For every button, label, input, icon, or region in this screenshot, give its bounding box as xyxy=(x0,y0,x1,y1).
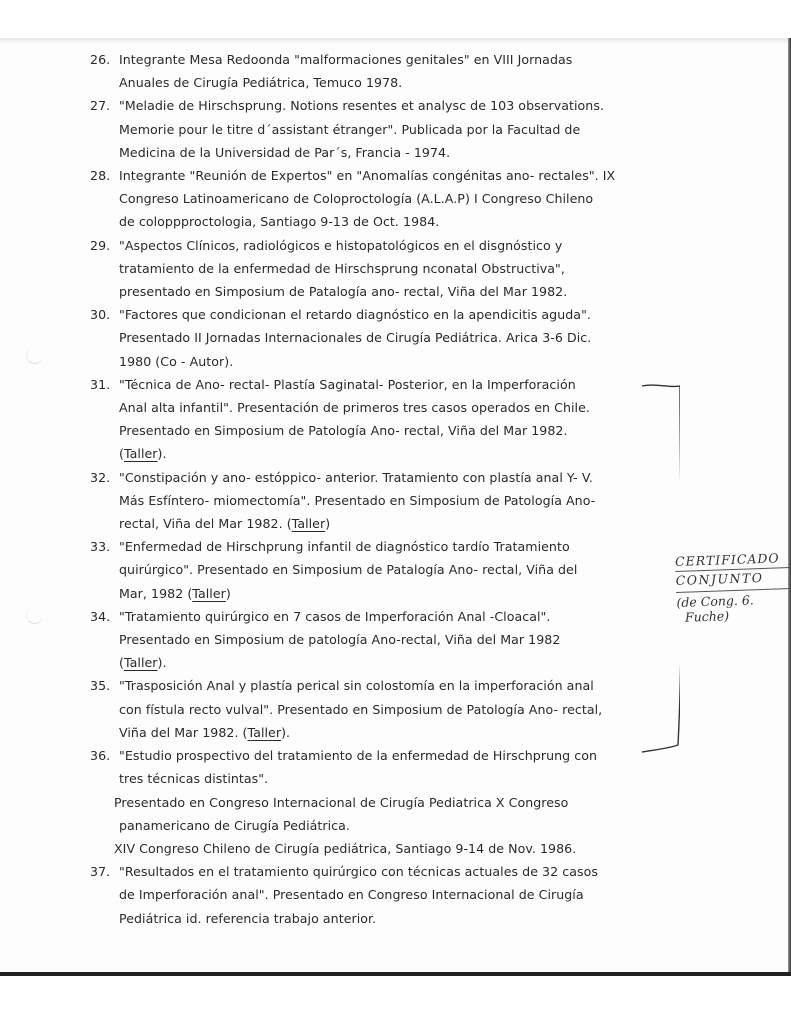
item-line: presentado en Simposium de Patalogía ano- rectal, Viña del Mar 1982. xyxy=(119,284,568,300)
item-number: 35. xyxy=(90,678,111,694)
item-line: "Tratamiento quirúrgico en 7 casos de Imperforación Anal -Cloacal". xyxy=(119,608,551,624)
handwritten-annotation xyxy=(675,550,791,625)
item-text: ). xyxy=(157,446,167,462)
item-text: ) xyxy=(225,585,231,601)
item-number: 26. xyxy=(90,52,111,67)
item-line: Integrante "Reunión de Expertos" en "Anomalías congénitas ano- rectales". IX xyxy=(119,168,616,184)
annotation-line: CONJUNTO xyxy=(675,567,791,588)
taller-label: Taller xyxy=(247,724,282,740)
item-number: 34. xyxy=(90,608,111,624)
item-text: ). xyxy=(281,724,291,740)
item-line: "Enfermedad de Hirschprung infantil de diagnóstico tardío Tratamiento xyxy=(119,539,570,555)
item-number: 30. xyxy=(90,307,111,323)
taller-label: Taller xyxy=(123,446,158,462)
item-line: Medicina de la Universidad de Par´s, Francia - 1974. xyxy=(119,144,451,160)
item-number: 29. xyxy=(90,237,111,253)
item-line: de coloppproctologia, Santiago 9-13 de Oct. 1984. xyxy=(119,214,440,230)
item-line: 1980 (Co - Autor). xyxy=(119,353,234,369)
punch-hole-mark xyxy=(26,607,43,624)
item-line: Presentado en Simposium de patología Ano-rectal, Viña del Mar 1982 xyxy=(119,632,561,648)
item-line: con fístula recto vulval". Presentado en Simposium de Patología Ano- rectal, xyxy=(119,701,603,717)
list-item xyxy=(90,605,650,675)
item-text: ( xyxy=(119,655,124,671)
item-line: tres técnicas distintas". xyxy=(119,771,269,787)
item-line: Integrante Mesa Redoonda "malformaciones genitales" en VIII Jornadas xyxy=(119,52,573,67)
item-text: ) xyxy=(325,516,331,532)
list-item xyxy=(90,466,650,536)
item-sub-line: Presentado en Congreso Internacional de Cirugía Pediatrica X Congreso xyxy=(114,794,569,810)
item-line: Congreso Latinoamericano de Coloproctología (A.L.A.P) I Congreso Chileno xyxy=(119,191,594,207)
item-line: quirúrgico". Presentado en Simposium de Patalogía Ano- rectal, Viña del xyxy=(119,562,578,578)
item-text: Mar, 1982 ( xyxy=(119,585,193,601)
taller-label: Taller xyxy=(123,655,158,671)
list-item xyxy=(90,674,650,744)
item-line: "Constipación y ano- estóppico- anterior. Tratamiento con plastía anal Y- V. xyxy=(119,469,593,485)
item-number: 37. xyxy=(90,864,111,880)
bracket-stroke xyxy=(642,385,680,752)
list-item xyxy=(90,744,650,860)
item-line: "Meladie de Hirschsprung. Notions resentes et analysc de 103 observations. xyxy=(119,98,605,114)
list-item xyxy=(90,860,650,930)
list-item xyxy=(90,535,650,605)
annotation-line: Fuche) xyxy=(684,608,730,625)
annotation-line: CERTIFICADO xyxy=(674,550,780,570)
item-line xyxy=(90,582,650,605)
list-item xyxy=(90,164,650,234)
annotation-line: (de Cong. 6. xyxy=(676,588,791,610)
page-bottom-edge xyxy=(0,972,791,976)
item-number: 28. xyxy=(90,168,111,184)
item-line: "Factores que condicionan el retardo diagnóstico en la apendicitis aguda". xyxy=(119,307,591,323)
item-line: "Trasposición Anal y plastía perical sin colostomía en la imperforación anal xyxy=(119,678,594,694)
list-item xyxy=(90,48,650,94)
item-text: ). xyxy=(157,655,167,671)
item-line: Anal alta infantil". Presentación de primeros tres casos operados en Chile. xyxy=(119,400,590,416)
item-number: 36. xyxy=(90,748,111,764)
handwritten-bracket xyxy=(640,380,680,755)
list-item xyxy=(90,234,650,304)
item-number: 33. xyxy=(90,539,111,555)
item-line xyxy=(90,512,650,535)
item-line: Pediátrica id. referencia trabajo anterior. xyxy=(119,910,377,926)
item-line: "Técnica de Ano- rectal- Plastía Saginatal- Posterior, en la Imperforación xyxy=(119,376,576,392)
item-line: Presentado II Jornadas Internacionales de Cirugía Pediátrica. Arica 3-6 Dic. xyxy=(119,330,592,346)
taller-label: Taller xyxy=(291,516,326,532)
publication-list xyxy=(90,48,650,930)
item-line xyxy=(90,721,650,744)
list-item xyxy=(90,303,650,373)
item-sub-line: panamericano de Cirugía Pediátrica. xyxy=(119,817,350,833)
item-number: 31. xyxy=(90,376,111,392)
item-text: Viña del Mar 1982. ( xyxy=(119,724,248,740)
item-text: ( xyxy=(119,446,124,462)
item-line: tratamiento de la enfermedad de Hirschsprung nconatal Obstructiva", xyxy=(119,260,565,276)
item-number: 32. xyxy=(90,469,111,485)
item-line: "Aspectos Clínicos, radiológicos e histopatológicos en el disgnóstico y xyxy=(119,237,563,253)
taller-label: Taller xyxy=(192,585,226,601)
item-line xyxy=(90,442,650,465)
item-line: "Estudio prospectivo del tratamiento de la enfermedad de Hirschprung con xyxy=(119,748,597,764)
list-item xyxy=(90,373,650,466)
item-line: Presentado en Simposium de Patología Ano- rectal, Viña del Mar 1982. xyxy=(119,423,568,439)
item-line: Memorie pour le titre d´assistant étranger". Publicada por la Facultad de xyxy=(119,121,581,137)
item-line: Más Esfíntero- miomectomía". Presentado en Simposium de Patología Ano- xyxy=(119,492,596,508)
item-line: Anuales de Cirugía Pediátrica, Temuco 1978. xyxy=(119,75,403,91)
item-line: "Resultados en el tratamiento quirúrgico con técnicas actuales de 32 casos xyxy=(119,864,598,880)
item-line xyxy=(90,651,650,674)
item-sub-line: XIV Congreso Chileno de Cirugía pediátrica, Santiago 9-14 de Nov. 1986. xyxy=(114,840,577,856)
item-line: de Imperforación anal". Presentado en Congreso Internacional de Cirugía xyxy=(119,887,584,903)
item-number: 27. xyxy=(90,98,111,114)
item-text: rectal, Viña del Mar 1982. ( xyxy=(119,516,292,532)
list-item xyxy=(90,94,650,164)
punch-hole-mark xyxy=(26,347,43,364)
